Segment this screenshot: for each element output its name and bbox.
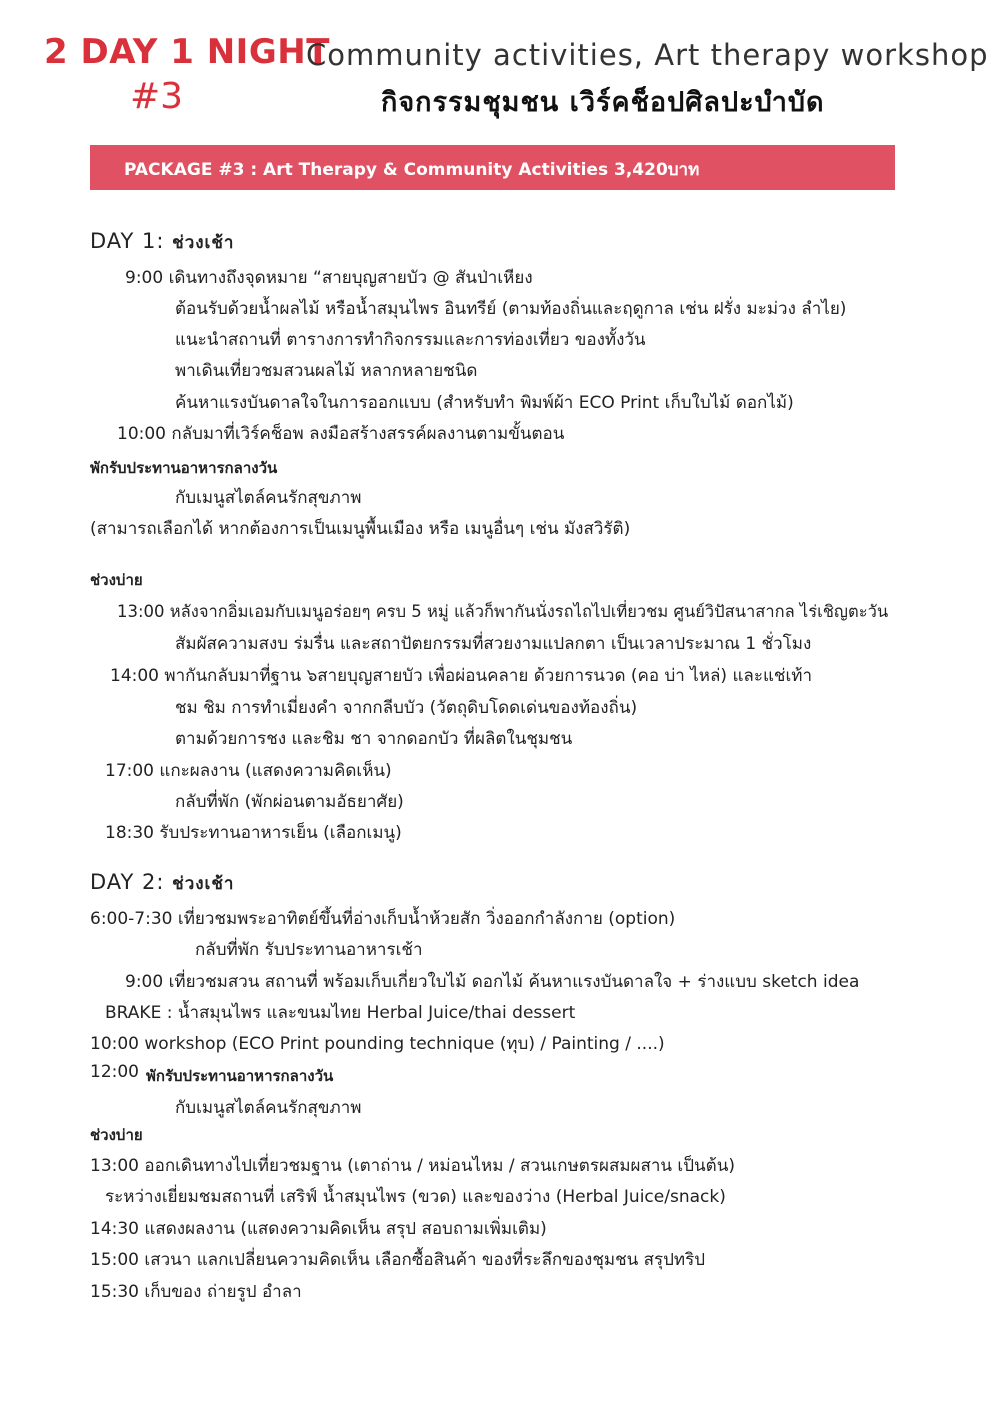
day2-heading-day: DAY 2:	[90, 870, 165, 894]
schedule-line: 14:00 พากันกลับมาที่ฐาน ๖สายบุญสายบัว เพื่อผ่อนคลาย ด้วยการนวด (คอ บ่า ไหล่) และแช่เท้า	[110, 666, 813, 686]
package-banner	[90, 145, 895, 190]
schedule-line: (สามารถเลือกได้ หากต้องการเป็นเมนูพื้นเมือง หรือ เมนูอื่นๆ เช่น มังสวิรัติ)	[90, 519, 631, 539]
schedule-line: กลับที่พัก รับประทานอาหารเช้า	[195, 940, 423, 960]
schedule-line: สัมผัสความสงบ ร่มรื่น และสถาปัตยกรรมที่สวยงามแปลกตา เป็นเวลาประมาณ 1 ชั่วโมง	[175, 634, 812, 654]
schedule-line: ตามด้วยการชง และชิม ชา จากดอกบัว ที่ผลิตในชุมชน	[175, 729, 573, 749]
schedule-line: พาเดินเที่ยวชมสวนผลไม้ หลากหลายชนิด	[175, 361, 478, 381]
schedule-line: 9:00 เดินทางถึงจุดหมาย “สายบุญสายบัว @ สันป่าเหียง	[125, 268, 533, 288]
day1-afternoon-label: ช่วงบ่าย	[90, 571, 143, 589]
day1-heading-day: DAY 1:	[90, 229, 165, 253]
day1-heading	[90, 229, 234, 256]
subtitle-thai: กิจกรรมชุมชน เวิร์คช็อปศิลปะบำบัด	[381, 87, 825, 118]
title-duration: 2 DAY 1 NIGHT	[44, 32, 330, 72]
schedule-line: 17:00 แกะผลงาน (แสดงความคิดเห็น)	[105, 761, 392, 781]
schedule-line: ชม ชิม การทำเมี่ยงคำ จากกลีบบัว (วัตถุดิบโดดเด่นของท้องถิ่น)	[175, 698, 638, 718]
title-package-number: #3	[130, 76, 184, 117]
subtitle-english: Community activities, Art therapy workshop	[306, 38, 989, 72]
schedule-line: กับเมนูสไตล์คนรักสุขภาพ	[175, 1098, 362, 1118]
day2-heading-period: ช่วงเช้า	[172, 874, 235, 894]
schedule-line: 15:00 เสวนา แลกเปลี่ยนความคิดเห็น เลือกซื้อสินค้า ของที่ระลึกของชุมชน สรุปทริป	[90, 1250, 706, 1270]
schedule-line: กลับที่พัก (พักผ่อนตามอัธยาศัย)	[175, 792, 404, 812]
schedule-line: BRAKE : น้ำสมุนไพร และขนมไทย Herbal Juice/thai dessert	[105, 1003, 576, 1023]
day2-afternoon-label: ช่วงบ่าย	[90, 1126, 143, 1144]
schedule-line: 9:00 เที่ยวชมสวน สถานที่ พร้อมเก็บเกี่ยวใบไม้ ดอกไม้ ค้นหาแรงบันดาลใจ + ร่างแบบ sketch idea	[125, 972, 860, 992]
day2-heading	[90, 870, 234, 897]
day2-lunch-label: พักรับประทานอาหารกลางวัน	[146, 1067, 334, 1085]
schedule-line: กับเมนูสไตล์คนรักสุขภาพ	[175, 488, 362, 508]
package-label: PACKAGE #3 : Art Therapy & Community Activities 3,420บาท	[124, 160, 700, 180]
schedule-line: 6:00-7:30 เที่ยวชมพระอาทิตย์ขึ้นที่อ่างเก็บน้ำห้วยสัก วิ่งออกกำลังกาย (option)	[90, 909, 676, 929]
schedule-line: 14:30 แสดงผลงาน (แสดงความคิดเห็น สรุป สอบถามเพิ่มเติม)	[90, 1219, 547, 1239]
day1-lunch-label: พักรับประทานอาหารกลางวัน	[90, 459, 278, 477]
schedule-line: ระหว่างเยี่ยมชมสถานที่ เสริฟ์ น้ำสมุนไพร (ขวด) และของว่าง (Herbal Juice/snack)	[105, 1187, 726, 1207]
schedule-line: ต้อนรับด้วยน้ำผลไม้ หรือน้ำสมุนไพร อินทรีย์ (ตามท้องถิ่นและฤดูกาล เช่น ฝรั่ง มะม่วง ลำไย)	[175, 299, 847, 319]
schedule-line: 13:00 หลังจากอิ่มเอมกับเมนูอร่อยๆ ครบ 5 หมู่ แล้วก็พากันนั่งรถไถไปเที่ยวชม ศูนย์วิปัสนาสากล ไร่เชิญตะวัน	[117, 602, 889, 621]
schedule-line: 15:30 เก็บของ ถ่ายรูป อำลา	[90, 1282, 302, 1302]
schedule-line: แนะนำสถานที่ ตารางการทำกิจกรรมและการท่องเที่ยว ของทั้งวัน	[175, 330, 646, 350]
schedule-line: 10:00 workshop (ECO Print pounding technique (ทุบ) / Painting / ....)	[90, 1034, 665, 1054]
day1-heading-period: ช่วงเช้า	[172, 233, 235, 253]
schedule-line: 18:30 รับประทานอาหารเย็น (เลือกเมนู)	[105, 823, 402, 843]
schedule-time: 12:00	[90, 1062, 139, 1082]
schedule-line: 10:00 กลับมาที่เวิร์คช็อพ ลงมือสร้างสรรค์ผลงานตามขั้นตอน	[117, 424, 565, 444]
schedule-line: ค้นหาแรงบันดาลใจในการออกแบบ (สำหรับทำ พิมพ์ผ้า ECO Print เก็บใบไม้ ดอกไม้)	[175, 393, 794, 413]
schedule-line: 13:00 ออกเดินทางไปเที่ยวชมฐาน (เตาถ่าน / หม่อนไหม / สวนเกษตรผสมผสาน เป็นต้น)	[90, 1156, 735, 1176]
